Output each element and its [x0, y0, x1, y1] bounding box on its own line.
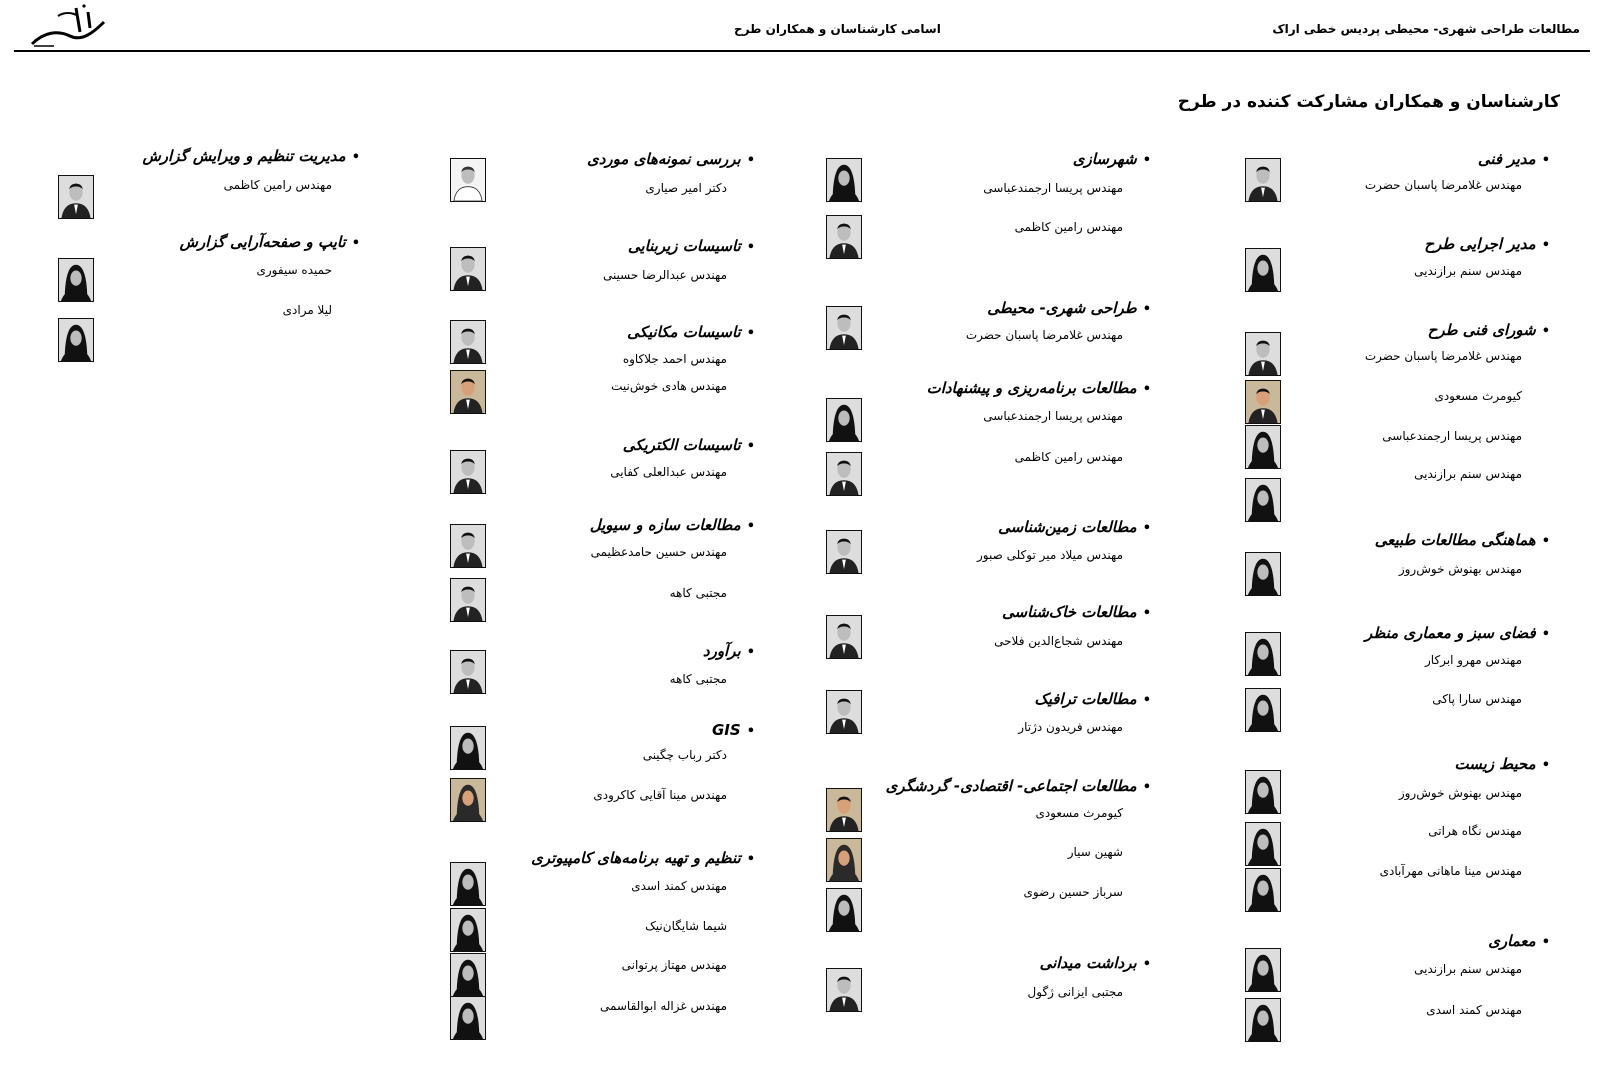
section-title: [531, 849, 755, 867]
project-title: مطالعات طراحی شهری- محیطی پردیس خطی اراک: [1272, 22, 1580, 36]
bullet-icon: •: [1142, 693, 1151, 708]
member-name: مهندس غلامرضا پاسبان حضرت: [1364, 349, 1522, 363]
member-photo: [1245, 478, 1281, 522]
member-photo: [58, 318, 94, 362]
bullet-icon: •: [1142, 382, 1151, 397]
member-photo: [826, 530, 862, 574]
bullet-icon: •: [1541, 324, 1550, 339]
member-name: مهندس غزاله ابوالقاسمی: [599, 999, 727, 1013]
bullet-icon: •: [1541, 238, 1550, 253]
member-name: مهندس فریدون دژتار: [1018, 720, 1123, 734]
member-photo: [450, 578, 486, 622]
member-name: حمیده سیفوری: [256, 263, 332, 277]
member-photo: [1245, 770, 1281, 814]
bullet-icon: •: [1142, 606, 1151, 621]
member-photo: [826, 615, 862, 659]
bullet-icon: •: [1541, 758, 1550, 773]
member-name: مهندس مهرو ابرکار: [1425, 653, 1522, 667]
member-photo: [826, 788, 862, 832]
section-title-text: تاسیسات زیربنایی: [627, 237, 741, 255]
member-name: مهندس عبدالعلی کفایی: [610, 465, 727, 479]
member-name: کیومرث مسعودی: [1434, 389, 1522, 403]
member-name: مهندس میلاد میر توکلی صبور: [976, 548, 1123, 562]
member-name: مهندس سنم برازندیی: [1414, 264, 1522, 278]
main-heading: کارشناسان و همکاران مشارکت کننده در طرح: [1177, 92, 1560, 112]
section-title-text: مطالعات زمین‌شناسی: [998, 518, 1137, 536]
section-title: [927, 379, 1151, 397]
section-title: [628, 237, 755, 255]
section-title: [1365, 624, 1550, 642]
member-photo: [1245, 158, 1281, 202]
member-name: مهندس سارا پاکی: [1432, 692, 1522, 706]
section-title: [623, 436, 755, 454]
member-name: مجتبی کاهه: [669, 586, 727, 600]
section-title-text: مطالعات سازه و سیویل: [589, 516, 741, 534]
bullet-icon: •: [746, 153, 755, 168]
member-photo: [450, 320, 486, 364]
member-name: مهندس پریسا ارجمندعباسی: [983, 181, 1123, 195]
section-title: [1002, 603, 1151, 621]
member-photo: [1245, 948, 1281, 992]
member-photo: [58, 258, 94, 302]
bullet-icon: •: [1142, 780, 1151, 795]
section-title-text: تاسیسات مکانیکی: [627, 323, 741, 341]
member-photo: [450, 524, 486, 568]
member-photo: [826, 452, 862, 496]
member-photo: [450, 778, 486, 822]
section-title-text: برآورد: [702, 642, 741, 660]
section-title-text: طراحی شهری- محیطی: [987, 299, 1137, 317]
section-title-text: مدیریت تنظیم و ویرایش گزارش: [142, 147, 346, 165]
member-name: مهندس رامین کاظمی: [1014, 450, 1123, 464]
section-title-text: هماهنگی مطالعات طبیعی: [1374, 531, 1536, 549]
member-photo: [1245, 552, 1281, 596]
member-name: مهندس بهنوش خوش‌روز: [1398, 562, 1522, 576]
section-title: [1073, 150, 1151, 168]
member-photo: [826, 306, 862, 350]
member-name: مجتبی ایزانی ژگول: [1027, 985, 1123, 999]
section-title-text: شهرسازی: [1072, 150, 1137, 168]
member-name: شهین سیار: [1067, 845, 1123, 859]
member-name: مهندس عبدالرضا حسینی: [602, 268, 727, 282]
member-photo: [826, 398, 862, 442]
member-photo: [1245, 425, 1281, 469]
section-title-text: تایپ و صفحه‌آرایی گزارش: [179, 233, 346, 251]
section-title-text: شورای فنی طرح: [1427, 321, 1536, 339]
bullet-icon: •: [1541, 153, 1550, 168]
member-photo: [826, 215, 862, 259]
bullet-icon: •: [351, 236, 360, 251]
member-photo: [1245, 822, 1281, 866]
member-name: دکتر رباب چگینی: [642, 748, 727, 762]
member-name: مهندس شجاع‌الدین فلاحی: [994, 634, 1123, 648]
section-title: [998, 518, 1151, 536]
bullet-icon: •: [1142, 302, 1151, 317]
section-title: [886, 777, 1151, 795]
section-title: [1488, 932, 1550, 950]
member-photo: [450, 862, 486, 906]
column-4: [58, 0, 360, 1080]
section-title: [180, 233, 360, 251]
member-name: مهندس سنم برازندیی: [1414, 467, 1522, 481]
bullet-icon: •: [746, 326, 755, 341]
member-name: مهندس نگاه هراتی: [1428, 824, 1522, 838]
section-title: [627, 323, 755, 341]
bullet-icon: •: [1541, 627, 1550, 642]
page-subject: اسامی کارشناسان و همکاران طرح: [734, 22, 941, 36]
section-title-text: محیط زیست: [1454, 755, 1536, 773]
member-photo: [1245, 380, 1281, 424]
member-photo: [450, 996, 486, 1040]
member-name: مهندس کمند اسدی: [1426, 1003, 1522, 1017]
member-name: مهندس غلامرضا پاسبان حضرت: [965, 328, 1123, 342]
bullet-icon: •: [1142, 521, 1151, 536]
section-title: [1034, 690, 1151, 708]
column-1: [1235, 0, 1550, 1080]
member-photo: [1245, 998, 1281, 1042]
bullet-icon: •: [746, 645, 755, 660]
section-title-text: مدیر اجرایی طرح: [1424, 235, 1536, 253]
member-photo: [450, 726, 486, 770]
member-name: شیما شایگان‌نیک: [645, 919, 727, 933]
member-name: سرباز حسین رضوی: [1023, 885, 1123, 899]
member-name: مهندس مینا ماهانی مهرآبادی: [1379, 864, 1522, 878]
member-name: مهندس رامین کاظمی: [223, 178, 332, 192]
section-title-text: معماری: [1488, 932, 1536, 950]
member-photo: [1245, 868, 1281, 912]
bullet-icon: •: [746, 519, 755, 534]
section-title: [590, 516, 755, 534]
section-title-text: مطالعات اجتماعی- اقتصادی- گردشگری: [885, 777, 1137, 795]
section-title-text: بررسی نمونه‌های موردی: [586, 150, 741, 168]
bullet-icon: •: [1541, 935, 1550, 950]
section-title-text: مطالعات ترافیک: [1034, 690, 1137, 708]
member-name: مهندس کمند اسدی: [631, 879, 727, 893]
member-photo: [826, 968, 862, 1012]
member-photo: [450, 158, 486, 202]
section-title: [703, 642, 755, 660]
member-photo: [450, 370, 486, 414]
section-title: [1040, 954, 1151, 972]
section-title: [1424, 235, 1550, 253]
member-name: دکتر امیر صیاری: [645, 181, 727, 195]
section-title-text: مطالعات خاک‌شناسی: [1002, 603, 1137, 621]
bullet-icon: •: [351, 150, 360, 165]
section-title-text: برداشت میدانی: [1039, 954, 1137, 972]
section-title-text: تاسیسات الکتریکی: [622, 436, 741, 454]
member-photo: [1245, 248, 1281, 292]
member-photo: [1245, 688, 1281, 732]
member-name: مهندس احمد جلاکاوه: [622, 352, 727, 366]
member-name: مهندس مهتاز پرتوانی: [621, 958, 727, 972]
member-photo: [58, 175, 94, 219]
member-name: مهندس سنم برازندیی: [1414, 962, 1522, 976]
section-title-text: تنظیم و تهیه برنامه‌های کامپیوتری: [531, 849, 741, 867]
section-title: [1375, 531, 1550, 549]
section-title: [1428, 321, 1550, 339]
section-title-text: مطالعات برنامه‌ریزی و پیشنهادات: [926, 379, 1137, 397]
bullet-icon: •: [746, 439, 755, 454]
member-photo: [826, 838, 862, 882]
member-name: مهندس غلامرضا پاسبان حضرت: [1364, 178, 1522, 192]
member-name: مهندس مینا آقایی کاکرودی: [593, 788, 727, 802]
member-name: مهندس هادی خوش‌نیت: [611, 379, 727, 393]
member-name: مهندس پریسا ارجمندعباسی: [983, 409, 1123, 423]
bullet-icon: •: [746, 724, 755, 739]
member-photo: [450, 247, 486, 291]
member-name: مهندس رامین کاظمی: [1014, 220, 1123, 234]
member-photo: [826, 158, 862, 202]
bullet-icon: •: [1142, 153, 1151, 168]
member-name: لیلا مرادی: [282, 303, 332, 317]
section-title: [142, 147, 360, 165]
member-name: مجتبی کاهه: [669, 672, 727, 686]
column-3: [440, 0, 755, 1080]
member-photo: [450, 953, 486, 997]
section-title: [1454, 755, 1550, 773]
bullet-icon: •: [1541, 534, 1550, 549]
member-name: کیومرث مسعودی: [1035, 806, 1123, 820]
member-photo: [450, 908, 486, 952]
member-photo: [826, 888, 862, 932]
bullet-icon: •: [746, 240, 755, 255]
bullet-icon: •: [1142, 957, 1151, 972]
member-name: مهندس حسین حامدعظیمی: [590, 545, 727, 559]
member-name: مهندس پریسا ارجمندعباسی: [1382, 429, 1522, 443]
section-title: [1478, 150, 1550, 168]
member-photo: [450, 450, 486, 494]
member-photo: [826, 690, 862, 734]
section-title-text: GIS: [711, 721, 741, 739]
section-title: [587, 150, 755, 168]
member-photo: [1245, 332, 1281, 376]
section-title: [712, 721, 755, 739]
section-title-text: فضای سبز و معماری منظر: [1365, 624, 1536, 642]
section-title-text: مدیر فنی: [1477, 150, 1536, 168]
member-photo: [1245, 632, 1281, 676]
column-2: [826, 0, 1151, 1080]
member-name: مهندس بهنوش خوش‌روز: [1398, 786, 1522, 800]
bullet-icon: •: [746, 852, 755, 867]
section-title: [987, 299, 1151, 317]
member-photo: [450, 650, 486, 694]
